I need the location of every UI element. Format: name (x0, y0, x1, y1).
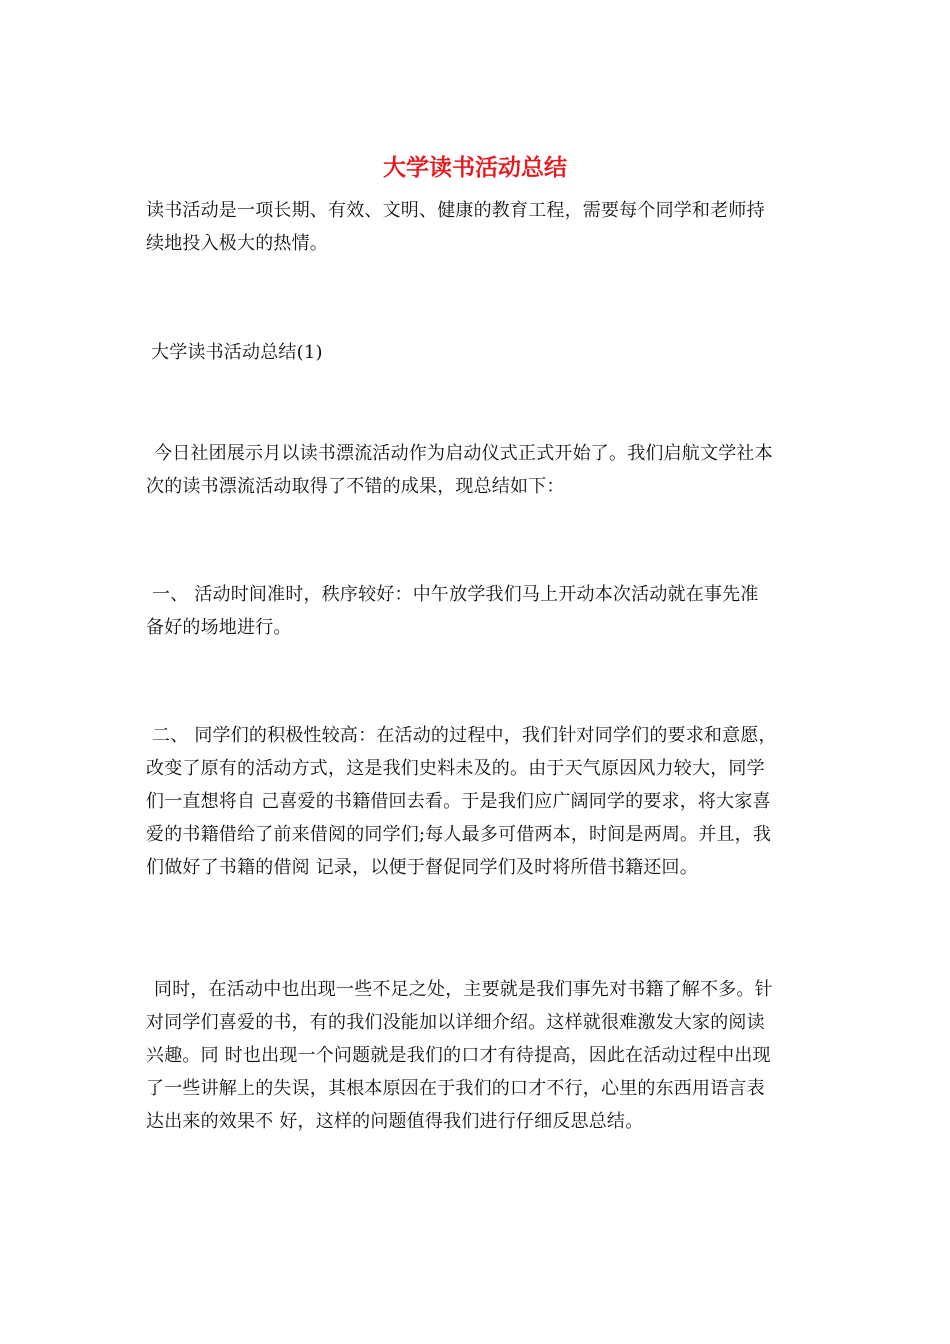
paragraph-line: 兴趣。同 时也出现一个问题就是我们的口才有待提高，因此在活动过程中出现 (146, 1045, 771, 1066)
intro-paragraph (146, 194, 806, 260)
paragraph-line: 一、 活动时间准时，秩序较好：中午放学我们马上开动本次活动就在事先准 (152, 584, 759, 605)
paragraph-line: 了一些讲解上的失误，其根本原因在于我们的口才不行，心里的东西用语言表 (146, 1078, 765, 1099)
paragraph-1 (146, 437, 806, 503)
paragraph-line: 同时，在活动中也出现一些不足之处，主要就是我们事先对书籍了解不多。针 (154, 979, 773, 1000)
paragraph-line: 爱的书籍借给了前来借阅的同学们;每人最多可借两本，时间是两周。并且，我 (146, 824, 772, 845)
paragraph-line: 二、 同学们的积极性较高：在活动的过程中，我们针对同学们的要求和意愿， (152, 725, 777, 746)
paragraph-line: 今日社团展示月以读书漂流活动作为启动仪式正式开始了。我们启航文学社本 (154, 443, 773, 464)
paragraph-line: 备好的场地进行。 (146, 617, 292, 638)
paragraph-line: 们一直想将自 己喜爱的书籍借回去看。于是我们应广阔同学的要求，将大家喜 (146, 791, 771, 812)
intro-line: 续地投入极大的热情。 (146, 233, 328, 254)
section-heading (151, 336, 811, 369)
document-title: 大学读书活动总结 (383, 154, 567, 181)
paragraph-line: 达出来的效果不 好，这样的问题值得我们进行仔细反思总结。 (146, 1111, 644, 1132)
paragraph-4 (146, 973, 806, 1138)
paragraph-line: 们做好了书籍的借阅 记录，以便于督促同学们及时将所借书籍还回。 (146, 857, 698, 878)
paragraph-line: 对同学们喜爱的书，有的我们没能加以详细介绍。这样就很难激发大家的阅读 (146, 1012, 765, 1033)
paragraph-line: 改变了原有的活动方式，这是我们史料未及的。由于天气原因风力较大，同学 (146, 758, 765, 779)
intro-line: 读书活动是一项长期、有效、文明、健康的教育工程，需要每个同学和老师持 (146, 200, 765, 221)
section-heading-text: 大学读书活动总结(1) (151, 342, 323, 363)
paragraph-3 (146, 719, 806, 884)
paragraph-2 (146, 578, 806, 644)
paragraph-line: 次的读书漂流活动取得了不错的成果，现总结如下： (146, 476, 565, 497)
